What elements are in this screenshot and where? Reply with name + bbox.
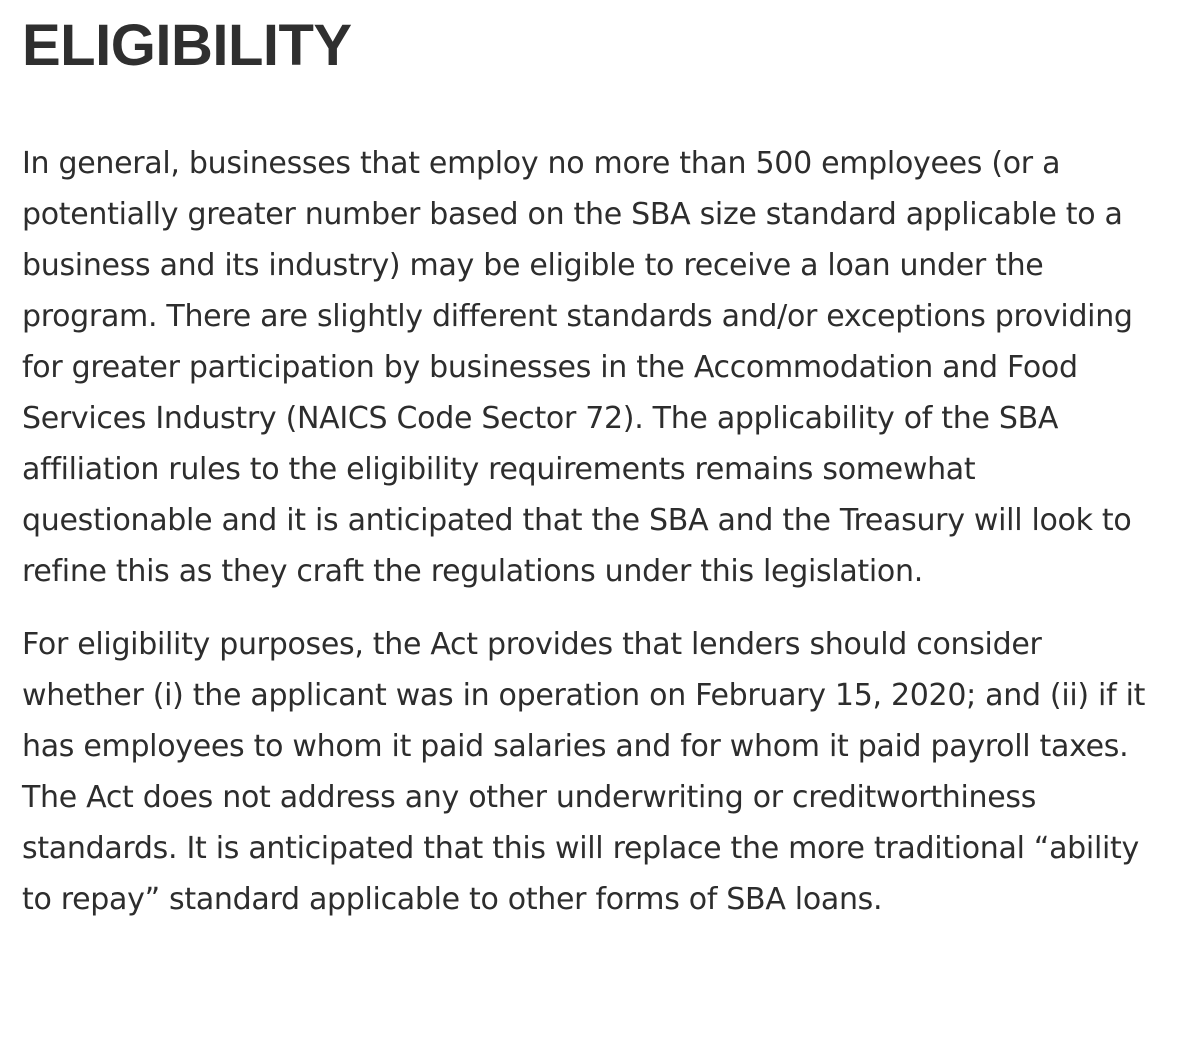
- paragraph-eligibility-overview: In general, businesses that employ no more than 500 employees (or a potentially greater number based on the SBA size standard applicable to a business and its industry) may be eligible to receive a loan under the program. There are slightly different standards and/or exceptions providing for greater participation by businesses in the Accommodation and Food Services Industry (NAICS Code Sector 72). The applicability of the SBA affiliation rules to the eligibility requirements remains somewhat questionable and it is anticipated that the SBA and the Treasury will look to refine this as they craft the regulations under this legislation.: [22, 146, 1133, 589]
- paragraph-eligibility-purposes: For eligibility purposes, the Act provides that lenders should consider whether (i) the applicant was in operation on February 15, 2020; and (ii) if it has employees to whom it paid salaries and for whom it paid payroll taxes. The Act does not address any other underwriting or creditworthiness standards. It is anticipated that this will replace the more traditional “ability to repay” standard applicable to other forms of SBA loans.: [22, 627, 1146, 917]
- section-heading: ELIGIBILITY: [22, 13, 352, 78]
